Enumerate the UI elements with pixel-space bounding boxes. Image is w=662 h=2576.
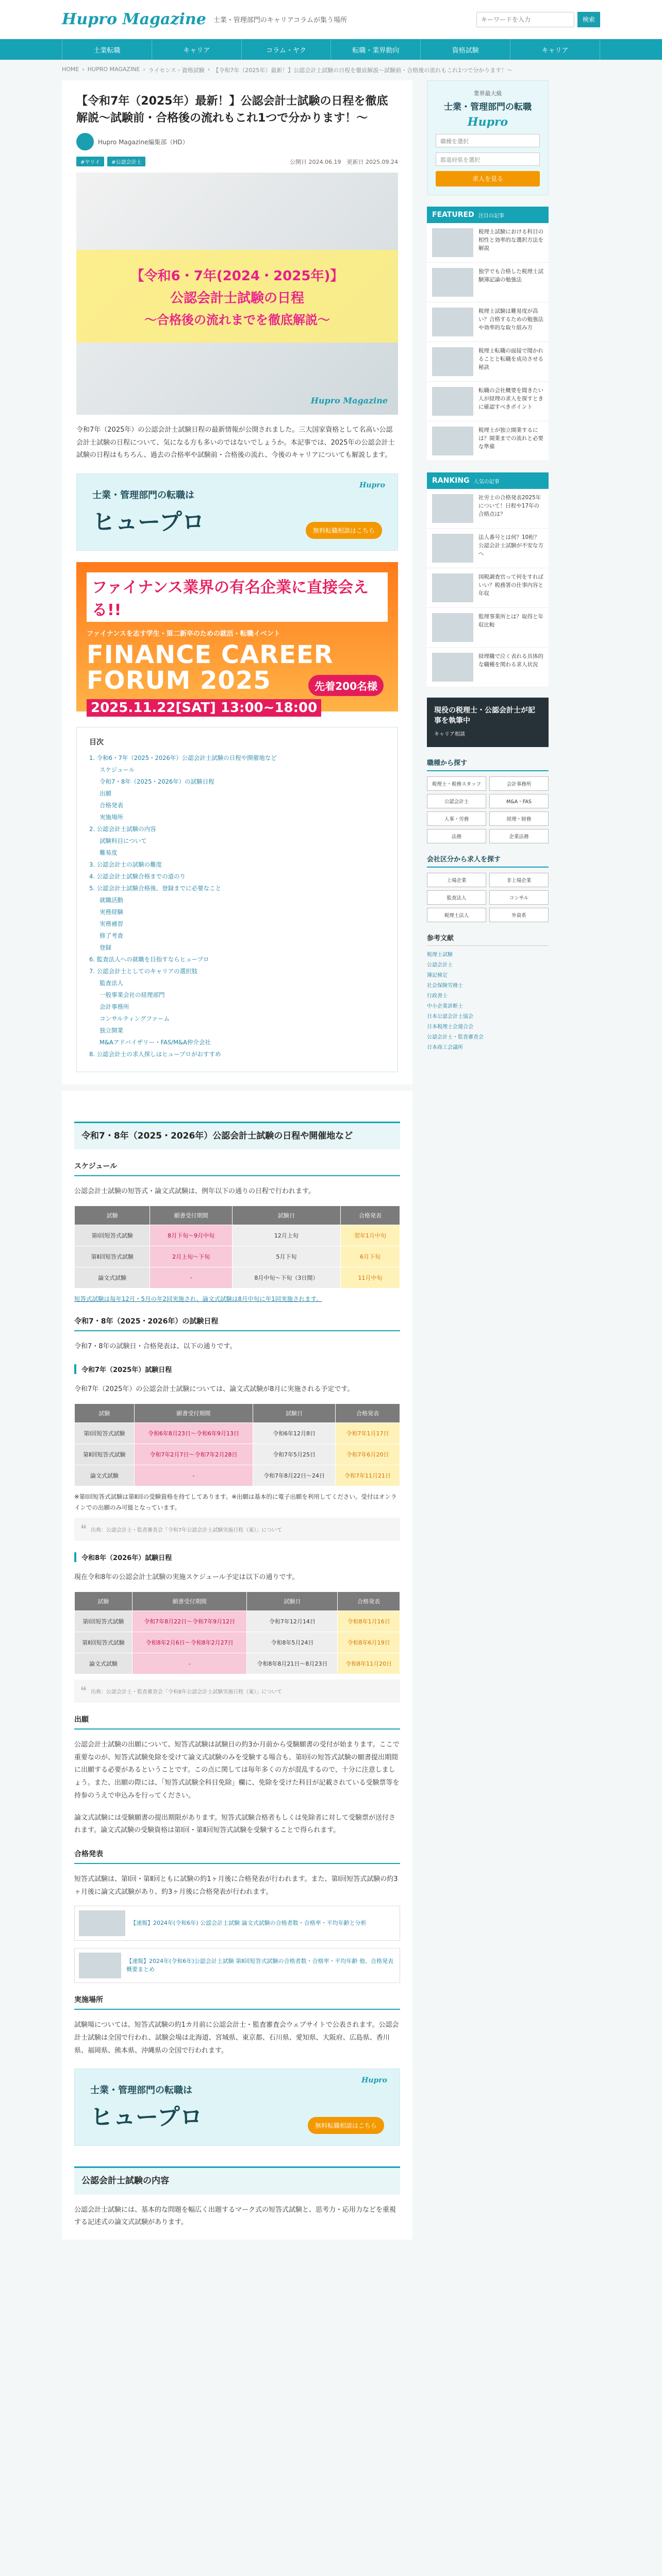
breadcrumb-sep: › xyxy=(143,66,145,73)
category-chip[interactable]: 企業法務 xyxy=(489,829,549,843)
article-title: 税理士が独立開業するには？開業までの流れと必要な準備 xyxy=(478,427,543,450)
category-chip[interactable]: 監査法人 xyxy=(427,890,486,905)
table-cell: 令和8年6月19日 xyxy=(338,1632,400,1653)
table-row xyxy=(75,1444,400,1465)
toc-item[interactable]: 4. 公認会計士試験合格までの道のり xyxy=(89,873,186,880)
global-nav xyxy=(0,39,662,60)
tag[interactable]: #公認会計士 xyxy=(107,157,145,166)
nav-item[interactable] xyxy=(421,39,510,60)
paragraph: 論文式試験には受験願書の提出期限があります。短答式試験合格者もしくは免除者に対して受験票が送付されます。論文式試験の受験資格は第Ⅰ回・第Ⅱ回短答式試験を受験することで得られます。 xyxy=(74,1814,395,1835)
company-type-heading: 会社区分から求人を探す xyxy=(427,854,549,868)
table-cell: 令和6年12月8日 xyxy=(253,1423,336,1444)
ranking-list xyxy=(427,489,549,687)
table-row xyxy=(75,1423,400,1444)
article-body xyxy=(62,1091,412,2240)
ad-brand: Hupro xyxy=(467,115,508,129)
category-chip[interactable]: M&A・FAS xyxy=(489,794,549,808)
article-thumbnail xyxy=(432,653,473,682)
hero-line: ～合格後の流れまでを徹底解説～ xyxy=(144,312,330,327)
source-quote xyxy=(74,1680,400,1703)
schedule-table xyxy=(74,1206,400,1289)
category-chip[interactable]: 公認会計士 xyxy=(427,794,486,808)
featured-heading xyxy=(427,207,549,223)
hupro-banner-line: 士業・管理部門の転職は xyxy=(90,2085,192,2096)
table-cell: 第Ⅱ回短答式試験 xyxy=(75,1444,135,1465)
reference-link[interactable]: 日本公認会計士協会 xyxy=(427,1014,473,1020)
table-header-cell: 合格発表 xyxy=(340,1206,400,1225)
job-select[interactable]: 職種を選択 xyxy=(436,134,540,147)
sidebar-article[interactable] xyxy=(427,421,549,461)
hupro-banner[interactable] xyxy=(76,473,398,551)
section-heading: 公認会計士試験の内容 xyxy=(74,2166,400,2194)
table-row xyxy=(75,1611,400,1632)
sidebar-ad xyxy=(427,80,549,195)
table-header-row xyxy=(75,1206,400,1225)
table-cell: 令和7年11月21日 xyxy=(336,1465,400,1486)
hero-band xyxy=(76,250,398,343)
toc-subitem[interactable]: 修了考査 xyxy=(100,932,123,940)
article-title: 税理士試験は難易度が高い？合格するための勉強法や効率的な取り組み方 xyxy=(478,308,543,331)
forum-headline: ファイナンス業界の有名企業に直接会える!! xyxy=(87,572,388,622)
article-title: 独学でも合格した税理士試験簿記論の勉強法 xyxy=(478,268,543,283)
hupro-banner-title: ヒュープロ xyxy=(90,2104,203,2131)
table-cell: 令和7年8月22日～令和7年9月12日 xyxy=(132,1611,247,1632)
toc-subitem[interactable]: M&Aアドバイザリー・FAS/M&A仲介会社 xyxy=(100,1039,211,1046)
search-button[interactable]: 検索 xyxy=(577,12,600,27)
forum-date: 2025.11.22[SAT] 13:00~18:00 xyxy=(87,699,321,717)
reference-link[interactable]: 日本税理士会連合会 xyxy=(427,1024,473,1030)
featured-list xyxy=(427,223,549,461)
ranking-heading xyxy=(427,472,549,489)
paragraph: 現在令和8年の公認会計士試験の実施スケジュール予定は以下の通りです。 xyxy=(74,1573,299,1582)
table-header-cell: 合格発表 xyxy=(338,1592,400,1611)
hupro-cta-button[interactable]: 無料転職相談はこちら xyxy=(306,522,382,539)
nav-label: キャリア xyxy=(183,46,210,55)
table-cell: 令和7年1月17日 xyxy=(336,1423,400,1444)
company-type-chips xyxy=(427,873,549,922)
category-chip[interactable]: 外資系 xyxy=(489,908,549,922)
category-chip[interactable]: 非上場企業 xyxy=(489,873,549,887)
nav-label: キャリア xyxy=(541,46,569,55)
sidebar-banner[interactable] xyxy=(427,698,549,747)
table-header-row xyxy=(75,1404,400,1423)
paragraph: 公認会計士試験には、基本的な問題を幅広く出題するマーク式の短答式試験と、思考力・応用力などを重視する記述式の論文式試験があります。 xyxy=(74,2206,396,2227)
breadcrumb-item[interactable]: HOME xyxy=(62,66,79,73)
subsection-heading: 実施場所 xyxy=(74,1994,400,2010)
toc-subitem[interactable]: 監査法人 xyxy=(100,979,123,987)
category-chip[interactable]: 税理士・税務スタッフ xyxy=(427,776,486,791)
paragraph: 公認会計士試験の短答式・論文式試験は、例年以下の通りの日程で行われます。 xyxy=(74,1188,315,1196)
toc-subitem[interactable]: 一般事業会社の経理部門 xyxy=(100,991,165,999)
sidebar-article[interactable] xyxy=(427,263,549,302)
breadcrumb-current: 【令和7年（2025年）最新！】公認会計士試験の日程を徹底解説～試験前・合格後の流れもこれ1つで分かります！～ xyxy=(213,67,513,74)
nav-item[interactable] xyxy=(510,39,600,60)
article-title: 税理士転職の面接で聞かれることと転職を成功させる秘訣 xyxy=(478,348,543,370)
category-chip[interactable]: 法務 xyxy=(427,829,486,843)
search-jobs-button[interactable]: 求人を見る xyxy=(436,171,540,187)
table-cell: 12月上旬 xyxy=(232,1225,340,1246)
paragraph: 令和7・8年の試験日・合格発表は、以下の通りです。 xyxy=(74,1342,237,1350)
breadcrumb-sep: › xyxy=(207,66,210,73)
toc-subitem[interactable]: 出願 xyxy=(100,790,111,798)
quote-icon: ❝ xyxy=(80,1523,87,1536)
sub-subsection-heading: 令和8年（2026年）試験日程 xyxy=(74,1552,400,1562)
job-type-heading: 職種から探す xyxy=(427,757,549,771)
schedule-table-2026 xyxy=(74,1591,400,1674)
toc-subitem[interactable]: 試験科目について xyxy=(100,837,147,845)
subsection-heading: スケジュール xyxy=(74,1161,400,1176)
hupro-banner-title: ヒュープロ xyxy=(92,509,205,536)
breadcrumb xyxy=(0,60,662,80)
table-cell: 翌年1月中旬 xyxy=(340,1225,400,1246)
reference-link[interactable]: 行政書士 xyxy=(427,993,448,999)
table-cell: 令和7年12月14日 xyxy=(247,1611,338,1632)
nav-item[interactable] xyxy=(152,39,242,60)
pref-select[interactable]: 都道府県を選択 xyxy=(436,152,540,166)
table-cell: 6月下旬 xyxy=(340,1246,400,1267)
reference-link[interactable]: 社会保険労務士 xyxy=(427,983,463,989)
ad-title: 士業・管理部門の転職 xyxy=(444,102,532,112)
related-title: 【速報】2024年(令和6年)公認会計士試験 第Ⅱ回短答式試験の合格者数・合格率・平均年齢 他、合格発表概要まとめ xyxy=(126,1957,393,1973)
toc-subitem[interactable]: 合格発表 xyxy=(100,802,123,809)
article-card xyxy=(62,80,412,1084)
sidebar-article[interactable] xyxy=(427,223,549,263)
table-cell: - xyxy=(150,1267,233,1288)
table-row xyxy=(75,1225,400,1246)
sidebar-banner-sub: キャリア相談 xyxy=(434,732,465,737)
table-cell: 論文式試験 xyxy=(75,1465,135,1486)
article-thumbnail xyxy=(432,613,473,642)
search-box xyxy=(476,12,600,27)
toc-title: 目次 xyxy=(89,738,104,747)
hupro-banner-line: 士業・管理部門の転職は xyxy=(92,490,194,501)
hero-image xyxy=(76,173,398,415)
article-title: 経理職で泣く表れる具体的な職種を関わる求人状況 xyxy=(478,653,543,668)
reference-link[interactable]: 税理士試験 xyxy=(427,952,453,958)
site-header xyxy=(0,0,662,39)
table-cell: 令和8年2月6日～令和8年2月27日 xyxy=(132,1632,247,1653)
tags-dates-row xyxy=(76,157,398,166)
note-highlight: 短答式試験は毎年12月・5月の年2回実施され、論文式試験は8月中旬に年1回実施されます。 xyxy=(74,1295,322,1302)
toc-subitem[interactable]: 難易度 xyxy=(100,849,118,857)
toc-subitem[interactable]: 独立開業 xyxy=(100,1027,123,1035)
table-row xyxy=(75,1246,400,1267)
sidebar-article[interactable] xyxy=(427,608,549,648)
toc-item[interactable]: 2. 公認会計士試験の内容 xyxy=(89,825,156,833)
table-cell: 第Ⅰ回短答式試験 xyxy=(75,1225,150,1246)
category-chip[interactable]: 税理士法人 xyxy=(427,908,486,922)
table-cell: 令和7年5月25日 xyxy=(253,1444,336,1465)
sidebar-article[interactable] xyxy=(427,568,549,608)
forum-badge: 先着200名様 xyxy=(308,675,384,696)
category-chip[interactable]: コンサル xyxy=(489,890,549,905)
nav-item[interactable] xyxy=(62,39,152,60)
table-header-cell: 合格発表 xyxy=(336,1404,400,1423)
table-cell: 令和8年11月20日 xyxy=(338,1653,400,1674)
related-article-link[interactable] xyxy=(74,1948,400,1983)
avatar xyxy=(76,133,94,150)
featured-title: FEATURED xyxy=(432,211,474,219)
breadcrumb-item[interactable]: HUPRO MAGAZINE xyxy=(87,66,140,73)
sidebar-article[interactable] xyxy=(427,342,549,382)
reference-link[interactable]: 中小企業診断士 xyxy=(427,1004,463,1009)
category-chip[interactable]: 経理・財務 xyxy=(489,811,549,826)
table-of-contents xyxy=(76,727,398,1072)
toc-subitem[interactable]: 実務経験 xyxy=(100,908,123,916)
paragraph: 試験場については、短答式試験の約1カ月前に公認会計士・監査審査会ウェブサイトで公表されます。公認会計士試験は全国で行われ、試験会場は北海道、宮城県、東京都、石川県、愛知県、大阪府、広島県、香川県、福岡県、熊本県、沖縄県の全国で行われます。 xyxy=(74,2021,399,2055)
sidebar-article[interactable] xyxy=(427,489,549,529)
hero-logo: Hupro Magazine xyxy=(310,396,388,405)
toc-subitem[interactable]: 会計事務所 xyxy=(100,1003,129,1011)
table-row xyxy=(75,1267,400,1288)
source-quote xyxy=(74,1518,400,1541)
table-cell: 第Ⅰ回短答式試験 xyxy=(75,1423,135,1444)
article-title: 社労士の合格発表2025年について！日程や17年の合格点は？ xyxy=(478,495,541,517)
table-header-cell: 試験日 xyxy=(253,1404,336,1423)
article-thumbnail xyxy=(432,534,473,563)
section-heading: 令和7・8年（2025・2026年）公認会計士試験の日程や開催地など xyxy=(74,1122,400,1149)
table-cell: 8月中旬～下旬（3日間） xyxy=(232,1267,340,1288)
article-title: 監理事業所とは？取得と年収比較 xyxy=(478,614,543,628)
nav-label: コラム・ヤク xyxy=(266,46,306,55)
article-dates: 公開日 2024.06.19 更新日 2025.09.24 xyxy=(290,158,398,165)
source-text[interactable]: 出典：公認会計士・監査審査会「令和7年公認会計士試験実施日程（案）」について xyxy=(90,1528,283,1534)
table-header-cell: 試験日 xyxy=(247,1592,338,1611)
intro-text: 令和7年（2025年）の公認会計士試験日程の最新情報が公開されました。三大国家資格として名高い公認会計士試験の日程について、気になる方も多いのではないでしょうか。本記事では、2025年の公認会計士試験の日程はもちろん、過去の合格率や試験前・合格後の流れ、今後のキャリアについても解説します。 xyxy=(76,426,395,460)
table-header-cell: 試験日 xyxy=(232,1206,340,1225)
article-title: 税理士試験における科目の相性と効率的な選択方法を解説 xyxy=(478,229,543,251)
table-header-cell: 試験 xyxy=(75,1592,133,1611)
table-header-cell: 試験 xyxy=(75,1404,135,1423)
toc-subitem[interactable]: 実務補習 xyxy=(100,920,123,928)
subsection-heading: 出願 xyxy=(74,1714,400,1730)
ranking-title: RANKING xyxy=(432,477,470,485)
toc-subitem[interactable]: 就職活動 xyxy=(100,896,123,904)
table-cell: 令和8年8月21日～8月23日 xyxy=(247,1653,338,1674)
table-header-row xyxy=(75,1592,400,1611)
table-header-cell: 試験 xyxy=(75,1206,150,1225)
nav-item[interactable] xyxy=(331,39,421,60)
table-cell: 令和8年1月16日 xyxy=(338,1611,400,1632)
toc-item[interactable]: 3. 公認会計士の試験の難度 xyxy=(89,861,162,869)
table-row xyxy=(75,1632,400,1653)
search-input[interactable] xyxy=(476,12,574,27)
table-header-cell: 願書受付期間 xyxy=(134,1404,253,1423)
article-title: 国税調査官って何をすればいい？税務署の仕事内容と年収 xyxy=(478,574,543,597)
paragraph: 令和7年（2025年）の公認会計士試験については、論文式試験が8月に実施される予定です。 xyxy=(74,1385,354,1394)
site-tagline: 士業・管理部門のキャリアコラムが集う場所 xyxy=(213,16,347,24)
article-thumbnail xyxy=(432,494,473,523)
hupro-brand: Hupro xyxy=(359,481,385,490)
category-chip[interactable]: 会計事務所 xyxy=(489,776,549,791)
hero-line: 【令和6・7年(2024・2025年)】 xyxy=(130,268,344,284)
forum-banner[interactable] xyxy=(76,562,398,716)
sidebar-article[interactable] xyxy=(427,382,549,421)
category-chip[interactable]: 上場企業 xyxy=(427,873,486,887)
table-cell: 令和7年6月20日 xyxy=(336,1444,400,1465)
note xyxy=(74,1294,400,1304)
schedule-table-2025 xyxy=(74,1403,400,1486)
quote-icon: ❝ xyxy=(80,1685,87,1698)
featured-sub: 注目の記事 xyxy=(478,213,504,219)
nav-item[interactable] xyxy=(242,39,332,60)
site-logo[interactable]: Hupro Magazine xyxy=(62,10,206,28)
forum-title: FINANCE CAREER FORUM 2025 xyxy=(87,640,334,696)
paragraph: 公認会計士試験の出願について、短答式試験は試験日の約3か月前から受験願書の受付が始まります。ここで重要なのが、短答式試験免除を受けて論文式試験のみを受験する場合も、第Ⅰ回の短答式試験の願書提出期間に出願する必要があるということです。この点に関しては毎年多くの方が混乱するので、十分に注意しましょう。また、出願の際には、「短答式試験全科目免除」欄に、免除を受けた科目が記載されている受験票等を持参のうえで申込みを行ってください。 xyxy=(74,1741,400,1800)
content-layout xyxy=(0,80,662,2240)
article-title: 法人番号とは何？10桁？公認会計士試験が不安な方へ xyxy=(478,534,543,557)
nav-label: 士業転職 xyxy=(93,46,121,55)
source-text[interactable]: 出典：公認会計士・監査審査会「令和8年公認会計士試験実施日程（案）」について xyxy=(90,1689,283,1696)
table-cell: 論文式試験 xyxy=(75,1267,150,1288)
table-row xyxy=(75,1465,400,1486)
main-column xyxy=(62,80,412,2240)
hupro-cta-button[interactable]: 無料転職相談はこちら xyxy=(308,2117,384,2134)
nav-label: 資格試験 xyxy=(452,46,479,55)
article-thumbnail xyxy=(432,268,473,297)
author-name[interactable]: Hupro Magazine編集部（HD） xyxy=(98,138,189,146)
sub-subsection-heading: 令和7年（2025年）試験日程 xyxy=(74,1364,400,1374)
table-cell: - xyxy=(134,1465,253,1486)
hero-line: 公認会計士試験の日程 xyxy=(170,290,304,306)
references-title: 参考文献 xyxy=(427,933,549,946)
table-cell: 令和7年8月22日～24日 xyxy=(253,1465,336,1486)
table-header-cell: 願書受付期間 xyxy=(150,1206,233,1225)
author-row xyxy=(76,133,398,150)
article-thumbnail xyxy=(432,427,473,455)
article-thumbnail xyxy=(432,387,473,416)
sidebar-article[interactable] xyxy=(427,648,549,687)
references xyxy=(427,933,549,1053)
table-cell: 8月下旬～9月中旬 xyxy=(150,1225,233,1246)
toc-item[interactable]: 1. 令和6・7年（2025・2026年）公認会計士試験の日程や開催地など xyxy=(89,754,277,762)
related-title: 【速報】2024年(令和6年) 公認会計士試験 論文式試験の合格者数・合格率・平均年齢と分析 xyxy=(130,1920,367,1926)
reference-link[interactable]: 日本商工会議所 xyxy=(427,1045,463,1050)
subsection-heading: 合格発表 xyxy=(74,1849,400,1864)
article-thumbnail xyxy=(432,308,473,336)
related-thumbnail xyxy=(79,1910,125,1936)
article-title: 転職の会社概要を聞きたい人が経理の求人を探すときに確認すべきポイント xyxy=(478,387,543,410)
reference-link[interactable]: 公認会計士・監査審査会 xyxy=(427,1035,484,1040)
table-cell: 第Ⅱ回短答式試験 xyxy=(75,1246,150,1267)
table-cell: 5月下旬 xyxy=(232,1246,340,1267)
toc-item[interactable]: 7. 公認会計士としてのキャリアの選択肢 xyxy=(89,968,198,975)
toc-subitem[interactable]: コンサルティングファーム xyxy=(100,1015,170,1023)
note: ※第Ⅰ回短答式試験は第Ⅱ回の受験資格を持てしてあります。※出願は基本的に電子出願を利用してください。受付はオンラインでの出願のみ可能となっています。 xyxy=(74,1493,397,1511)
references-list xyxy=(427,950,549,1053)
table-cell: 令和8年5月24日 xyxy=(247,1632,338,1653)
toc-item[interactable]: 8. 公認会計士の求人探しはヒュープロがおすすめ xyxy=(89,1050,221,1058)
table-cell: 2月上旬～下旬 xyxy=(150,1246,233,1267)
toc-subitem[interactable]: 令和7・8年（2025・2026年）の試験日程 xyxy=(100,778,214,786)
ranking-sub: 人気の記事 xyxy=(473,479,500,485)
table-cell: 論文式試験 xyxy=(75,1653,133,1674)
reference-link[interactable]: 簿記検定 xyxy=(427,973,448,978)
toc-subitem[interactable]: スケジュール xyxy=(100,766,135,774)
related-thumbnail xyxy=(79,1953,121,1978)
sidebar-article[interactable] xyxy=(427,302,549,342)
hupro-brand: Hupro xyxy=(361,2076,387,2085)
breadcrumb-sep: › xyxy=(82,66,85,73)
forum-sub: ファイナンスを志す学生・第二新卒のための就活・転職イベント xyxy=(87,630,280,638)
sidebar-banner-title: 現役の税理士・公認会計士が記事を執筆中 xyxy=(434,706,535,725)
sidebar xyxy=(427,80,549,2240)
hupro-banner[interactable] xyxy=(74,2069,400,2146)
reference-link[interactable]: 公認会計士 xyxy=(427,962,453,968)
nav-label: 転職・業界動向 xyxy=(352,46,400,55)
article-thumbnail xyxy=(432,228,473,257)
table-cell: 第Ⅱ回短答式試験 xyxy=(75,1632,133,1653)
table-cell: 令和7年2月7日～令和7年2月28日 xyxy=(134,1444,253,1465)
table-header-cell: 願書受付期間 xyxy=(132,1592,247,1611)
table-row xyxy=(75,1653,400,1674)
table-cell: 令和6年8月23日～令和6年9月13日 xyxy=(134,1423,253,1444)
category-chip[interactable]: 人事・労務 xyxy=(427,811,486,826)
paragraph: 短答式試験は、第Ⅰ回・第Ⅱ回ともに試験の約1ヶ月後に合格発表が行われます。また、第Ⅰ回短答式試験の約3ヶ月後に論文式試験があり、約3ヶ月後に合格発表が行われます。 xyxy=(74,1875,398,1896)
table-cell: 第Ⅰ回短答式試験 xyxy=(75,1611,133,1632)
toc-item[interactable]: 6. 監査法人への就職を目指すならヒュープロ xyxy=(89,956,209,963)
related-article-link[interactable] xyxy=(74,1906,400,1941)
table-cell: - xyxy=(132,1653,247,1674)
article-title: 【令和7年（2025年）最新！】公認会計士試験の日程を徹底解説〜試験前・合格後の流れもこれ1つで分かります！〜 xyxy=(76,95,388,125)
breadcrumb-item[interactable]: ライセンス・資格試験 xyxy=(148,67,205,74)
tag[interactable]: #ヤリイ xyxy=(76,157,104,166)
article-thumbnail xyxy=(432,573,473,602)
toc-subitem[interactable]: 登録 xyxy=(100,944,111,952)
job-type-chips xyxy=(427,776,549,843)
subsection-heading: 令和7・8年（2025・2026年）の試験日程 xyxy=(74,1316,400,1331)
ad-line: 業界最大級 xyxy=(473,90,502,97)
sidebar-article[interactable] xyxy=(427,529,549,568)
toc-subitem[interactable]: 実施場所 xyxy=(100,814,123,821)
toc-item[interactable]: 5. 公認会計士試験合格後、登録までに必要なこと xyxy=(89,885,222,892)
table-cell: 11月中旬 xyxy=(340,1267,400,1288)
article-thumbnail xyxy=(432,347,473,376)
toc-list xyxy=(89,752,385,1060)
